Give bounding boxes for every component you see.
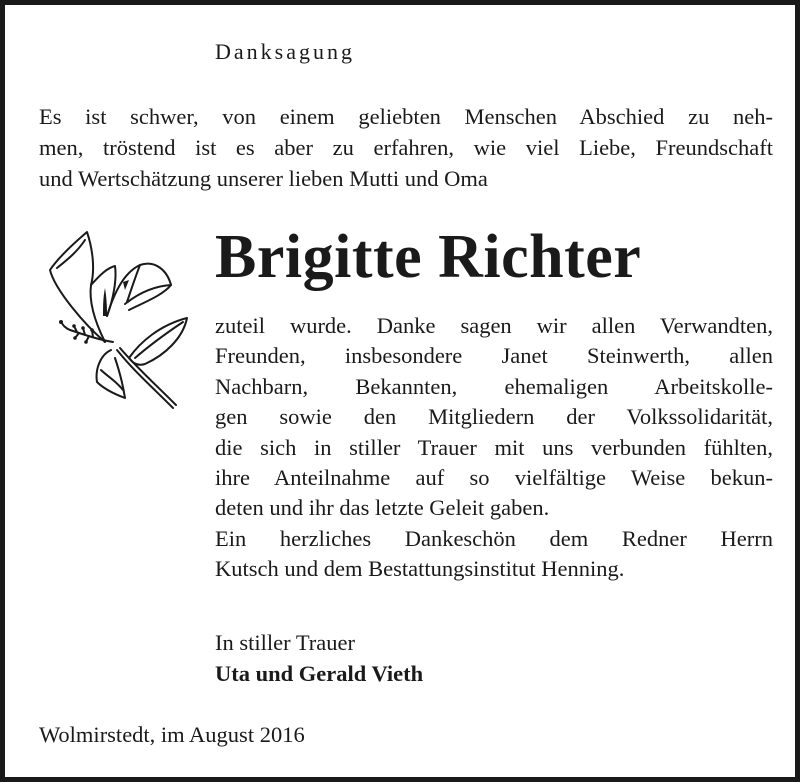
place-date: Wolmirstedt, im August 2016 — [39, 722, 305, 747]
body-line: die sich in stiller Trauer mit uns verbunden fühlten, — [215, 434, 773, 460]
body-paragraph — [215, 311, 773, 585]
intro-line: und Wertschätzung unserer lieben Mutti und Oma — [39, 166, 488, 191]
body-line: Kutsch und dem Bestattungsinstitut Henning. — [215, 556, 625, 582]
intro-line: Es ist schwer, von einem geliebten Menschen Abschied zu neh- — [39, 104, 773, 129]
intro-line: men, tröstend ist es aber zu erfahren, wie viel Liebe, Freundschaft — [39, 135, 773, 160]
body-line: deten und ihr das letzte Geleit gaben. — [215, 495, 550, 521]
notice-heading: Danksagung — [215, 39, 355, 64]
signoff-phrase: In stiller Trauer — [215, 630, 355, 655]
body-line: zuteil wurde. Danke sagen wir allen Verwandten, — [215, 313, 773, 338]
body-line: ihre Anteilnahme auf so vielfältige Weise bekun- — [215, 465, 773, 491]
calla-lily-icon — [45, 230, 190, 415]
deceased-name: Brigitte Richter — [215, 223, 642, 291]
signoff-names: Uta und Gerald Vieth — [215, 661, 424, 686]
signoff-block — [215, 627, 423, 689]
body-line: Ein herzliches Dankeschön dem Redner Herrn — [215, 525, 773, 551]
intro-paragraph — [39, 101, 773, 194]
body-line: Freunden, insbesondere Janet Steinwerth, allen — [215, 343, 773, 369]
body-line: Nachbarn, Bekannten, ehemaligen Arbeitskolle- — [215, 373, 773, 399]
body-line: gen sowie den Mitgliedern der Volkssolidarität, — [215, 404, 773, 430]
